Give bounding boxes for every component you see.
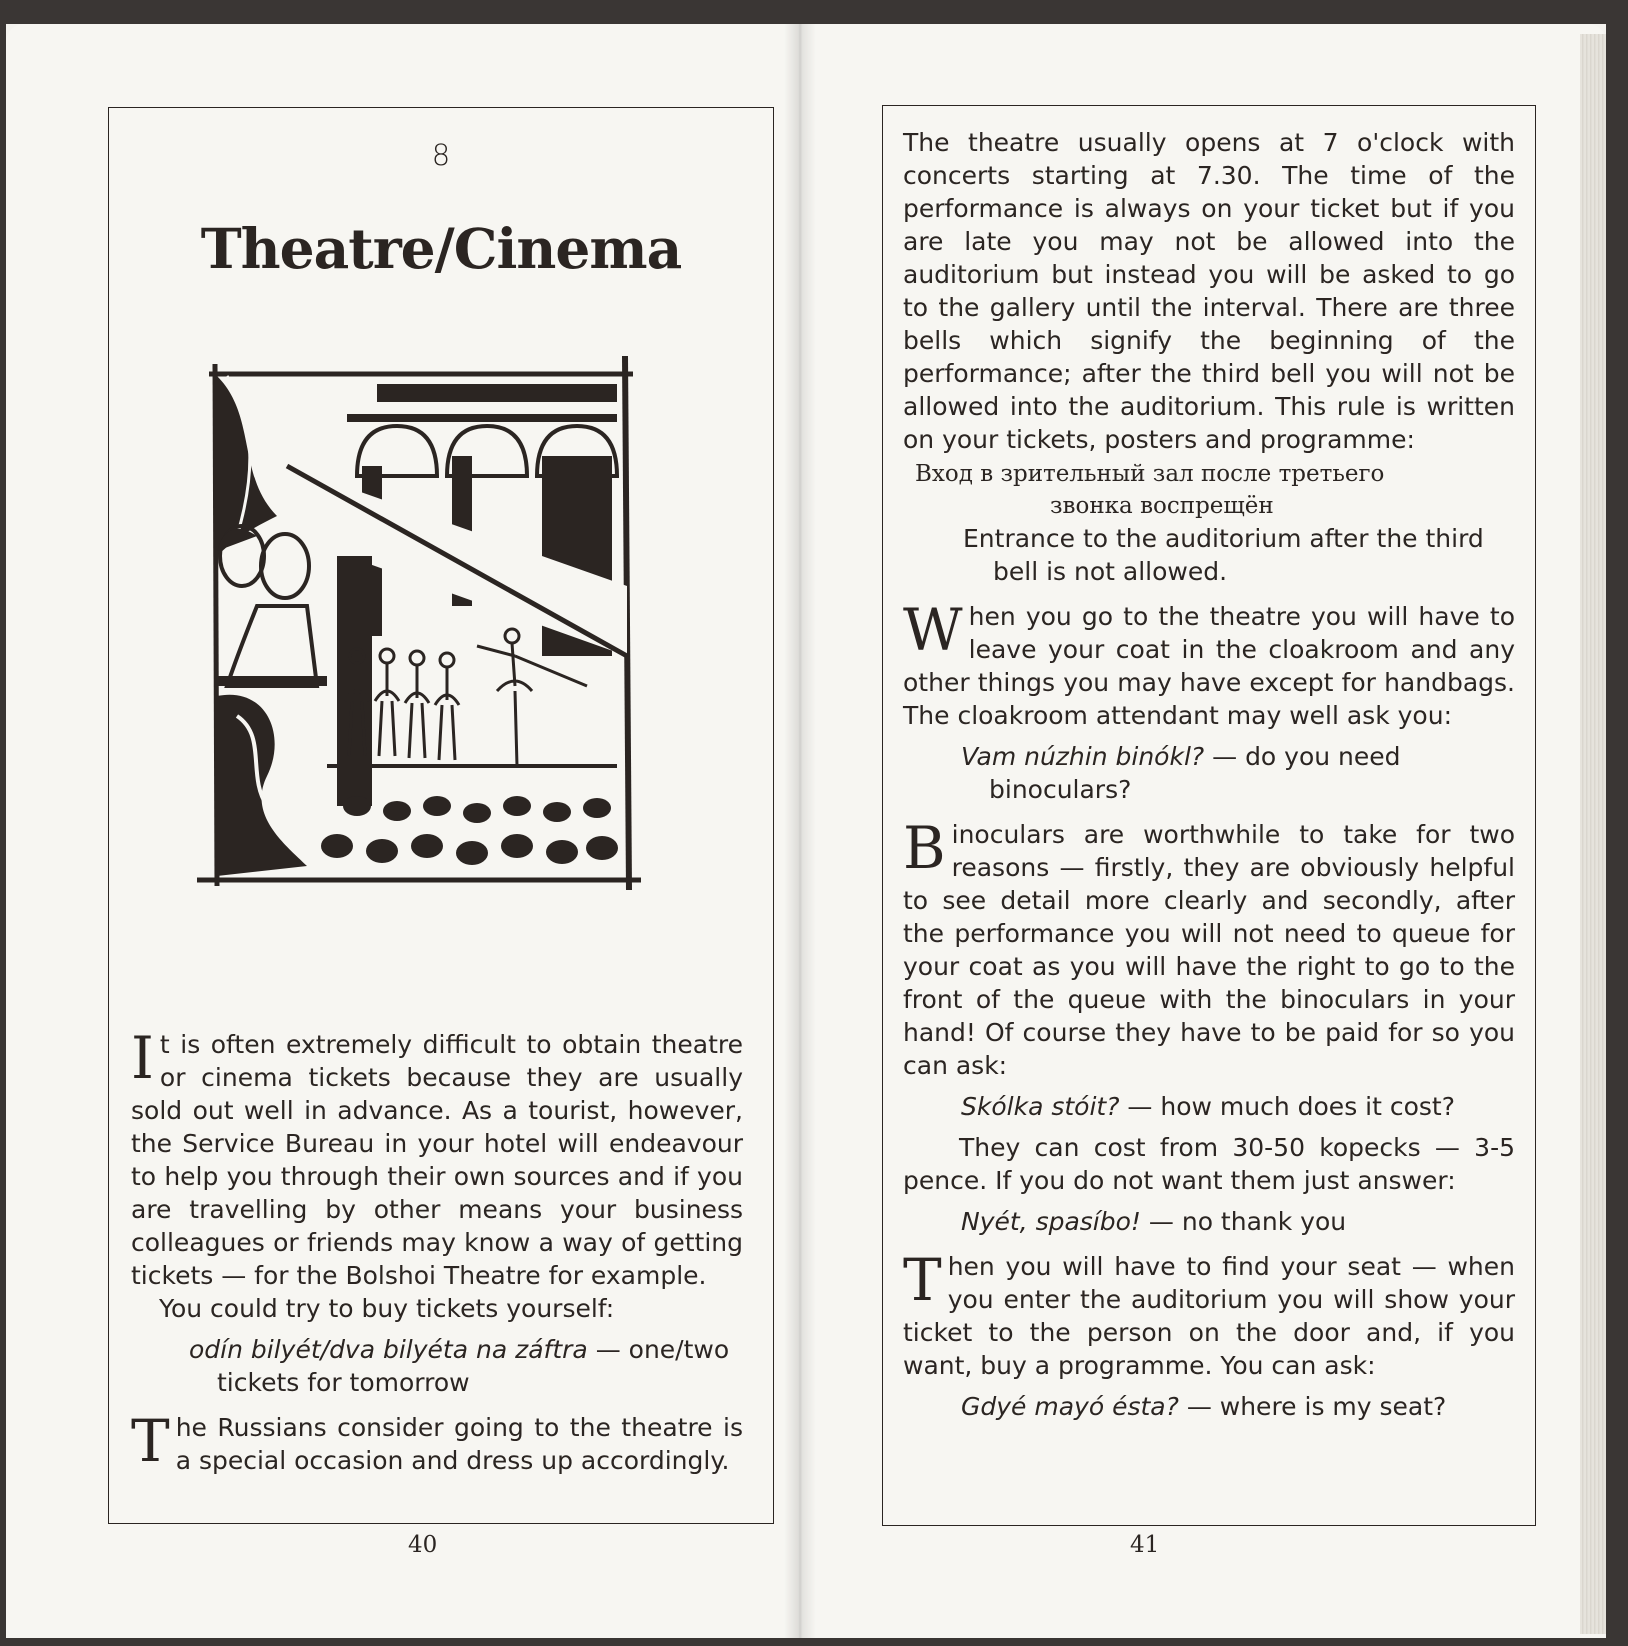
phrase-tickets-tomorrow [189,1333,743,1399]
phrase-english: — do you need binoculars? [989,742,1401,804]
buy-tickets-paragraph: You could try to buy tickets yourself: [159,1294,615,1323]
right-page [800,24,1606,1638]
russian-rule-line-1: Вход в зрительный зал после третьего [915,461,1385,487]
opening-times-paragraph: The theatre usually opens at 7 o'clock with concerts starting at 7.30. The time of the performance is always on your ticket but if you are late you may not be allowed into the auditorium but instead you will be asked to go to the gallery until the interval. There are three bells which signify the beginning of the performance; after the third bell you will not be allowed into the auditorium. This rule is written on your tickets, posters and programme: [903,128,1515,454]
cloakroom-paragraph-text: hen you go to the theatre you will have to leave your coat in the cloakroom and any other things you may have except for handbags. The cloakroom attendant may well ask you: [903,602,1515,730]
phrase-english: — one/two tickets for tomorrow [217,1335,730,1397]
phrase-russian: Gdyé mayó ésta? [961,1392,1179,1421]
dress-up-paragraph-text: he Russians consider going to the theatre is a special occasion and dress up accordingly. [175,1413,743,1475]
binoculars-paragraph-text: inoculars are worthwhile to take for two reasons — firstly, they are obviously helpful to see detail more clearly and secondly, after the performance you will not need to queue for your coat as you will have the right to go to the front of the queue with the binoculars in your hand! Of course they have to be paid for so you can ask: [903,820,1515,1080]
seat-paragraph-text: hen you will have to find your seat — when you enter the auditorium you will show your ticket to the person on the door and, if you want, buy a programme. You can ask: [903,1252,1515,1380]
page-edges [1580,34,1606,1634]
seat-paragraph [903,1246,1515,1382]
drop-cap-b: B [903,814,946,882]
page-number-right: 41 [1130,1532,1160,1558]
phrase-no-thank-you [961,1205,1515,1238]
chapter-title: Theatre/Cinema [200,216,682,281]
page-number-left: 40 [408,1532,438,1558]
drop-cap-t: T [903,1246,942,1314]
russian-rule-text [915,458,1515,522]
phrase-russian: Vam núzhin binókl? [961,742,1205,771]
cloakroom-paragraph [903,596,1515,732]
russian-rule-line-2: звонка воспрещён [1050,493,1274,519]
phrase-binoculars [961,740,1515,806]
dress-up-paragraph [131,1407,743,1477]
theatre-illustration [197,356,645,896]
phrase-russian: Nyét, spasíbo! [961,1207,1141,1236]
left-page [6,24,800,1638]
phrase-russian: odín bilyét/dva bilyéta na záftra [189,1335,588,1364]
phrase-english: — how much does it cost? [1119,1092,1455,1121]
rule-translation: Entrance to the auditorium after the third bell is not allowed. [963,524,1484,586]
phrase-english: — no thank you [1140,1207,1347,1236]
drop-cap-i: I [131,1024,154,1092]
drop-cap-t: T [131,1407,170,1475]
phrase-how-much [961,1090,1515,1123]
intro-paragraph-text: t is often extremely difficult to obtain theatre or cinema tickets because they are usually sold out well in advance. As a tourist, however, the Service Bureau in your hotel will endeavour to help you through their own sources and if you are travelling by other means your business colleagues or friends may know a way of getting tickets — for the Bolshoi Theatre for example. [131,1030,743,1290]
phrase-english: — where is my seat? [1178,1392,1447,1421]
cost-paragraph: They can cost from 30-50 kopecks — 3-5 pence. If you do not want them just answer: [903,1133,1515,1195]
phrase-russian: Skólka stóit? [961,1092,1120,1121]
phrase-where-seat [961,1390,1515,1423]
binoculars-paragraph [903,814,1515,1082]
chapter-number: 8 [431,138,451,172]
book-spread [6,24,1606,1638]
right-page-frame [882,105,1536,1526]
book-gutter [784,24,816,1638]
left-page-frame [108,107,774,1524]
intro-paragraph [131,1024,743,1292]
drop-cap-w: W [903,596,963,664]
